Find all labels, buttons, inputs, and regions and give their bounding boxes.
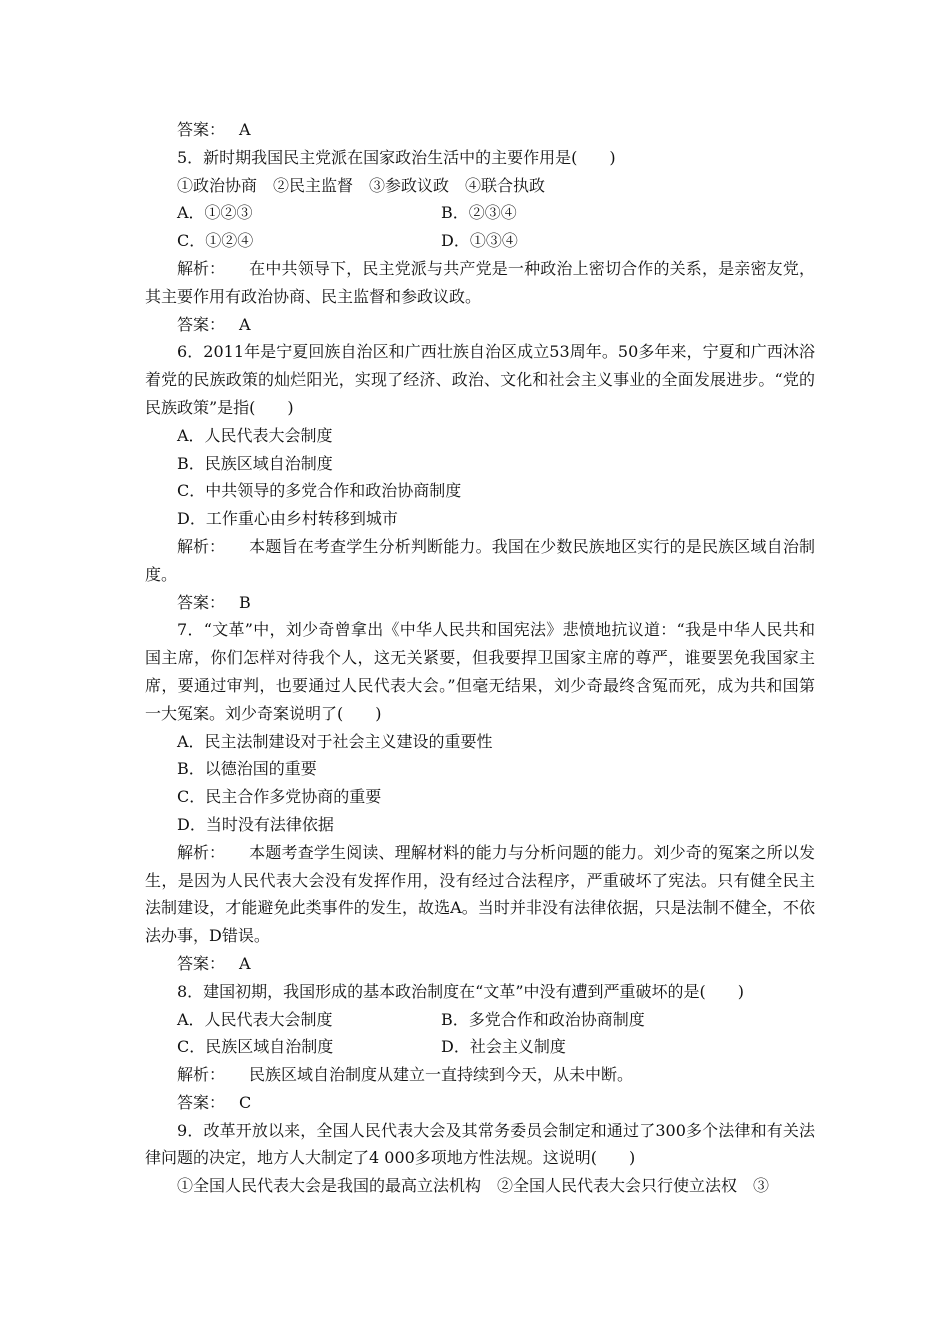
option-a: A．民主法制建设对于社会主义建设的重要性 — [177, 731, 493, 751]
option-a: A．①②③ — [177, 203, 253, 223]
analysis-text: 本题考查学生阅读、理解材料的能力与分析问题的能力。刘少奇的冤案之所以发生，是因为人民代表大会没有发挥作用，没有经过合法程序，严重破坏了宪法。只有健全民主法制建设，才能避免此类事件的发生，故选A。当时并非没有法律依据，只是法制不健全，不依法办事，D错误。 — [145, 842, 815, 946]
analysis-label: 解析： — [177, 1065, 226, 1085]
answer-value: C — [239, 1092, 252, 1112]
question-7-analysis — [145, 839, 815, 950]
option-b: B．多党合作和政治协商制度 — [441, 1009, 645, 1029]
question-8-stem: 8．建国初期，我国形成的基本政治制度在“文革”中没有遭到严重破坏的是( ) — [177, 981, 745, 1001]
question-5-analysis — [145, 255, 815, 311]
option-d: D．社会主义制度 — [441, 1037, 566, 1057]
option-d: D．当时没有法律依据 — [177, 814, 334, 834]
option-a: A．人民代表大会制度 — [177, 1009, 333, 1029]
answer-line — [145, 950, 815, 978]
option-c: C．民主合作多党协商的重要 — [177, 787, 382, 807]
analysis-text: 本题旨在考查学生分析判断能力。我国在少数民族地区实行的是民族区域自治制度。 — [145, 536, 815, 584]
answer-label: 答案： — [177, 1092, 226, 1112]
answer-label: 答案： — [177, 314, 226, 334]
option-c: C．①②④ — [177, 231, 254, 251]
question-9-stem: 9．改革开放以来，全国人民代表大会及其常务委员会制定和通过了300多个法律和有关法律问题的决定，地方人大制定了4 000多项地方性法规。这说明( ) — [145, 1120, 815, 1168]
question-5-stem: 5．新时期我国民主党派在国家政治生活中的主要作用是( ) — [177, 147, 616, 167]
question-8-analysis — [145, 1061, 815, 1089]
answer-value: A — [239, 314, 251, 334]
document-page — [145, 116, 815, 1200]
option-d: D．工作重心由乡村转移到城市 — [177, 509, 398, 529]
option-c: C．中共领导的多党合作和政治协商制度 — [177, 481, 462, 501]
answer-label: 答案： — [177, 120, 226, 139]
question-8-options-row-2 — [145, 1033, 815, 1061]
question-5-options-row-1 — [145, 199, 815, 227]
option-d: D．①③④ — [441, 231, 518, 251]
question-6-stem: 6．2011年是宁夏回族自治区和广西壮族自治区成立53周年。50多年来，宁夏和广西沐浴着党的民族政策的灿烂阳光，实现了经济、政治、文化和社会主义事业的全面发展进步。“党的民族政策”是指( ) — [145, 342, 815, 417]
option-b: B．民族区域自治制度 — [177, 453, 333, 473]
answer-value: A — [239, 953, 251, 973]
analysis-label: 解析： — [177, 536, 226, 556]
question-9-statements: ①全国人民代表大会是我国的最高立法机构 ②全国人民代表大会只行使立法权 ③ — [177, 1176, 770, 1196]
answer-value: A — [239, 120, 251, 139]
answer-line — [145, 589, 815, 617]
question-5-options-row-2 — [145, 227, 815, 255]
option-b: B．以德治国的重要 — [177, 759, 317, 779]
option-c: C．民族区域自治制度 — [177, 1037, 334, 1057]
answer-label: 答案： — [177, 592, 226, 612]
option-b: B．②③④ — [441, 203, 517, 223]
question-8-options-row-1 — [145, 1006, 815, 1034]
question-5-statements: ①政治协商 ②民主监督 ③参政议政 ④联合执政 — [177, 175, 546, 195]
answer-line — [145, 311, 815, 339]
answer-line — [145, 1089, 815, 1117]
answer-line — [145, 116, 815, 144]
answer-value: B — [239, 592, 251, 612]
analysis-label: 解析： — [177, 842, 226, 862]
analysis-text: 民族区域自治制度从建立一直持续到今天，从未中断。 — [249, 1065, 634, 1085]
option-a: A．人民代表大会制度 — [177, 425, 333, 445]
question-7-stem: 7．“文革”中，刘少奇曾拿出《中华人民共和国宪法》悲愤地抗议道：“我是中华人民共和国主席，你们怎样对待我个人，这无关紧要，但我要捍卫国家主席的尊严，谁要罢免我国家主席，要通过审判，也要通过人民代表大会。”但毫无结果，刘少奇最终含冤而死，成为共和国第一大冤案。刘少奇案说明了( ) — [145, 620, 815, 723]
analysis-text: 在中共领导下，民主党派与共产党是一种政治上密切合作的关系，是亲密友党，其主要作用有政治协商、民主监督和参政议政。 — [145, 258, 815, 306]
answer-label: 答案： — [177, 953, 226, 973]
analysis-label: 解析： — [177, 258, 226, 278]
question-6-analysis — [145, 533, 815, 589]
